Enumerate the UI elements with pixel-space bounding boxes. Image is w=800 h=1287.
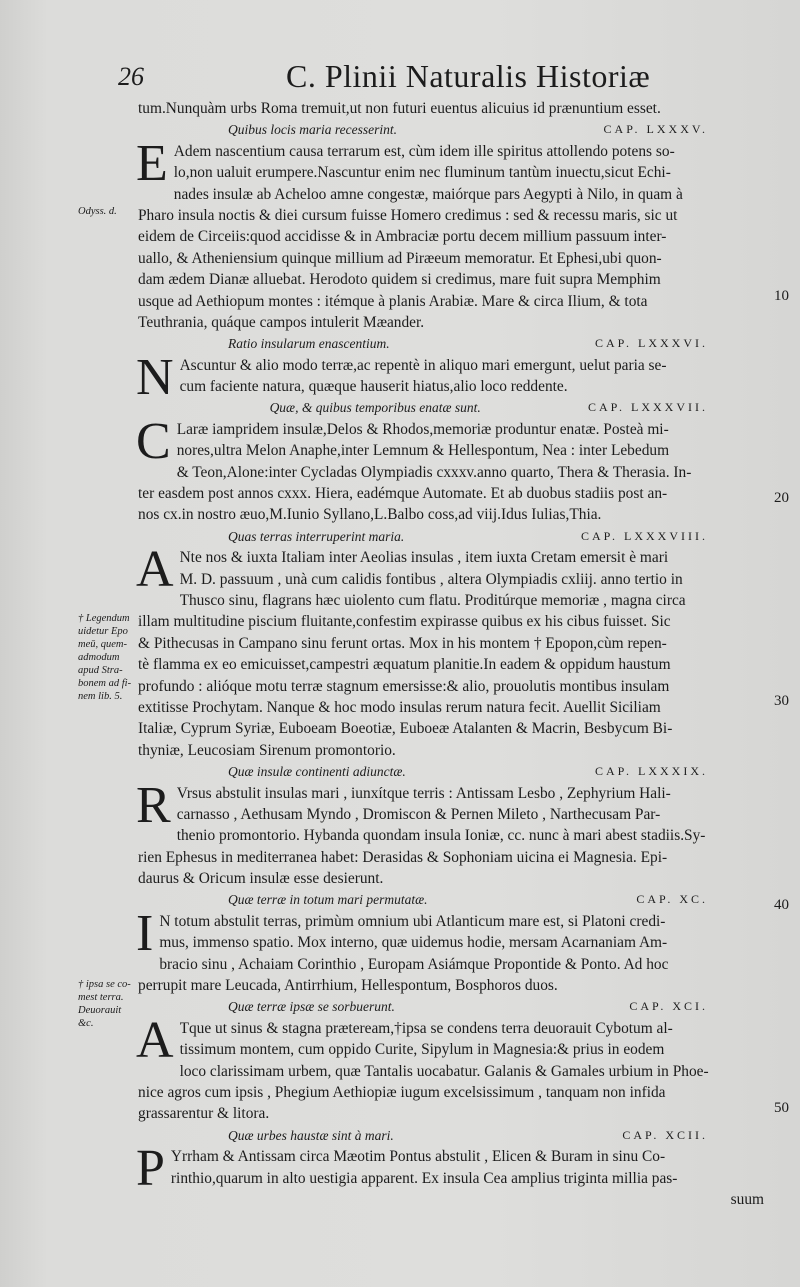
chapter-number: CAP. LXXXVIII. (581, 528, 708, 543)
text-line: carnasso , Aethusam Myndo , Dromiscon & Pernen Mileto , Narthecusam Par- (176, 805, 661, 823)
text-line: perrupit mare Leucada, Antirrhium, Hellespontum, Bosphoros duos. (138, 977, 558, 995)
text-line: Tque ut sinus & stagna præteream,†ipsa se condens terra deuorauit Cybotum al- (179, 1019, 673, 1037)
chapter-heading (138, 119, 768, 140)
text-line: rien Ephesus in mediterranea habet: Derasidas & Sophoniam uicina ei Magnesia. Epi- (138, 848, 668, 866)
chapter-heading (138, 333, 768, 354)
page-header (118, 58, 768, 98)
text-line: & Pithecusas in Campano sinu ferunt ortas. Mox in his montem † Epopon,cùm repen- (138, 634, 667, 652)
drop-initial: C (136, 412, 171, 470)
chapter-title: Quas terras interruperint maria. (228, 528, 405, 544)
text-line: usque ad Aethiopum montes : itémque à planis Arabiæ. Mare & circa Ilium, & tota (138, 292, 648, 310)
text-line: cum faciente natura, quæque hauserit hiatus,alio loco reddente. (179, 378, 568, 396)
chapter-title: Quæ insulæ continenti adiunctæ. (228, 764, 406, 780)
chapter-paragraph (136, 904, 768, 997)
text-line: & Teon,Alone:inter Cycladas Olympiadis cxxxv.anno quarto, Thera & Therasia. In- (176, 463, 692, 481)
text-line: eidem de Circeiis:quod accidisse & in Ambraciæ portu decem millium passuum inter- (138, 228, 667, 246)
text-line: Yrrham & Antissam circa Mæotim Pontus abstulit , Elicen & Buram in sinu Co- (170, 1148, 666, 1166)
chapter-title: Quæ urbes haustæ sint à mari. (228, 1127, 394, 1143)
text-line: mus, immenso spatio. Mox interno, quæ uidemus hodie, mersam Acarnaniam Am- (159, 934, 668, 952)
chapter-paragraph (136, 134, 768, 334)
chapter-title: Quæ, & quibus temporibus enatæ sunt. (269, 400, 481, 416)
page-number: 26 (118, 62, 144, 91)
text-line: Vrsus abstulit insulas mari , iunxítque terris : Antissam Lesbo , Zephyrium Hali- (176, 784, 671, 802)
margin-note: † ipsa se co-mest terra. Deuorauit &c. (78, 979, 131, 1029)
chapter-paragraph (136, 412, 768, 526)
text-line: rinthio,quarum in alto uestigia apparent. Ex insula Cea amplius triginta millia pas- (170, 1169, 678, 1187)
drop-initial: I (136, 904, 154, 962)
text-line: thenio promontorio. Hybanda quondam insula Ioniæ, cc. nunc à mari abest stadiis.Sy- (176, 827, 706, 845)
text-line: Thusco sinu, flagrans hæc uiolento cum flatu. Proditúrque memoriæ , magna circa (179, 591, 686, 609)
text-line: tum.Nunquàm urbs Roma tremuit,ut non futuri euentus alicuius id prænuntium esset. (138, 100, 661, 117)
text-line: dam ædem Dianæ alluebat. Herodoto quidem si credimus, mare fuit supra Memphim (138, 271, 661, 289)
line-number: 40 (774, 897, 789, 913)
chapter-number: CAP. LXXXVI. (594, 336, 708, 351)
text-line: Italiæ, Cyprum Syriæ, Euboeam Boeotiæ, Euboeæ Atalanten & Macrin, Besbycum Bi- (138, 720, 673, 738)
text-line: nades insulæ ab Acheloo amne congestæ, maiórque pars Aegypti à Nilo, in quam à (173, 185, 683, 203)
chapter-title: Quæ terræ ipsæ se sorbuerunt. (228, 999, 395, 1015)
text-line: N totum abstulit terras, primùm omnium ubi Atlanticum mare est, si Platoni credi- (159, 912, 666, 930)
text-line: bracio sinu , Achaiam Corinthio , Europam Asiámque Propontide & Ponto. Ad hoc (159, 955, 669, 973)
chapter-heading (138, 526, 768, 547)
chapter-paragraph (136, 541, 768, 761)
text-line: Nte nos & iuxta Italiam inter Aeolias insulas , item iuxta Cretam emersit è mari (179, 549, 669, 567)
catchword: suum (730, 1190, 764, 1208)
text-line: Teuthrania, quáque campos intulerit Mæander. (138, 313, 425, 331)
text-line: uallo, & Atheniensium quinque millium ad Piræeum memoratur. Et Ephesi,ubi quon- (138, 249, 662, 267)
text-body (138, 98, 768, 1210)
text-line: ter easdem post annos cxxx. Hiera, eadémque Automate. Et ab duobus stadiis post an- (138, 485, 668, 503)
text-line: M. D. passuum , unà cum calidis fontibus , altera Olympiadis cxliij. anno tertio in (179, 570, 683, 588)
margin-note: † Legendum uidetur Epo meū, quem-admodum apud Stra-bonem ad fi-nem lib. 5. (78, 613, 132, 702)
margin-note: Odyss. d. (78, 206, 117, 217)
chapter-heading (138, 889, 768, 910)
text-line: tissimum montem, cum oppido Curite, Sipylum in Magnesia:& prius in eodem (179, 1041, 665, 1059)
text-line: Pharo insula noctis & diei cursum fuisse Homero credimus : sed & recessu maris, sic ut (138, 206, 678, 224)
text-line: daurus & Oricum insulæ esse desierunt. (138, 870, 384, 888)
chapter-heading (138, 1125, 768, 1146)
text-line: profundo : alióque motu terræ stagnum emersisse:& alio, prouolutis montibus insulam (138, 677, 670, 695)
chapter-title: Ratio insularum enascentium. (228, 336, 390, 352)
text-line: Adem nascentium causa terrarum est, cùm idem ille spiritus attollendo potens so- (173, 142, 675, 160)
chapter-number: CAP. XCI. (629, 999, 708, 1014)
chapter-heading (180, 397, 768, 418)
chapter-paragraph (136, 348, 768, 406)
text-line: nores,ultra Melon Anaphe,inter Lemnum & Hellespontum, Nea : inter Lebedum (176, 442, 670, 460)
drop-initial: A (136, 1011, 174, 1069)
chapter-paragraph (136, 1011, 768, 1125)
line-number: 10 (774, 288, 789, 304)
text-line: Ascuntur & alio modo terræ,ac repentè in aliquo mari emergunt, uelut paria se- (179, 356, 667, 374)
text-line: Laræ iampridem insulæ,Delos & Rhodos,memoriæ produntur enatæ. Posteà mi- (176, 420, 669, 438)
chapter-number: CAP. LXXXIX. (594, 764, 708, 779)
chapter-paragraph (136, 1140, 768, 1198)
text-line: illam multitudine piscium fluitante,confestim expirasse quibus ex his cibus fuisset. Sic (138, 613, 671, 631)
text-line: tè flamma ex eo emicuisset,campestri æquatum planitie.In eadem & oppidum haustum (138, 656, 671, 674)
text-line: grassarentur & litora. (138, 1105, 270, 1123)
line-number: 20 (774, 490, 789, 506)
text-line: nice agros cum ipsis , Phegium Aethiopiæ iugum excelsissimum , tanquam non infida (138, 1083, 666, 1101)
drop-initial: A (136, 541, 174, 599)
chapter-number: CAP. LXXXV. (603, 122, 708, 137)
chapter-number: CAP. LXXXVII. (588, 400, 708, 415)
running-title: C. Plinii Naturalis Historiæ (286, 58, 651, 94)
text-line: loco clarissimam urbem, quæ Tantalis uocabatur. Galanis & Gamales urbium in Phoe- (179, 1062, 709, 1080)
drop-initial: R (136, 776, 171, 834)
line-number: 30 (774, 693, 789, 709)
text-line: extitisse Prochytam. Nanque & hoc modo insulas rerum natura fecit. Auellit Siciliam (138, 698, 661, 716)
drop-initial: N (136, 348, 174, 406)
drop-initial: P (136, 1140, 165, 1198)
chapter-title: Quibus locis maria recesserint. (228, 122, 397, 138)
chapter-title: Quæ terræ in totum mari permutatæ. (228, 892, 428, 908)
chapter-paragraph (136, 776, 768, 890)
text-line: lo,non ualuit erumpere.Nascuntur enim nec fluminum tantùm inuectu,sicut Echi- (173, 164, 671, 182)
drop-initial: E (136, 134, 168, 192)
chapter-heading (138, 996, 768, 1017)
chapter-number: CAP. XCII. (622, 1127, 708, 1142)
text-line: thyniæ, Leucosiam Sirenum promontorio. (138, 741, 396, 759)
text-line: nos cx.in nostro æuo,M.Iunio Syllano,L.Balbo coss,ad viij.Idus Iulias,Thia. (138, 506, 602, 524)
line-number: 50 (774, 1100, 789, 1116)
chapter-heading (138, 761, 768, 782)
chapter-number: CAP. XC. (636, 892, 708, 907)
